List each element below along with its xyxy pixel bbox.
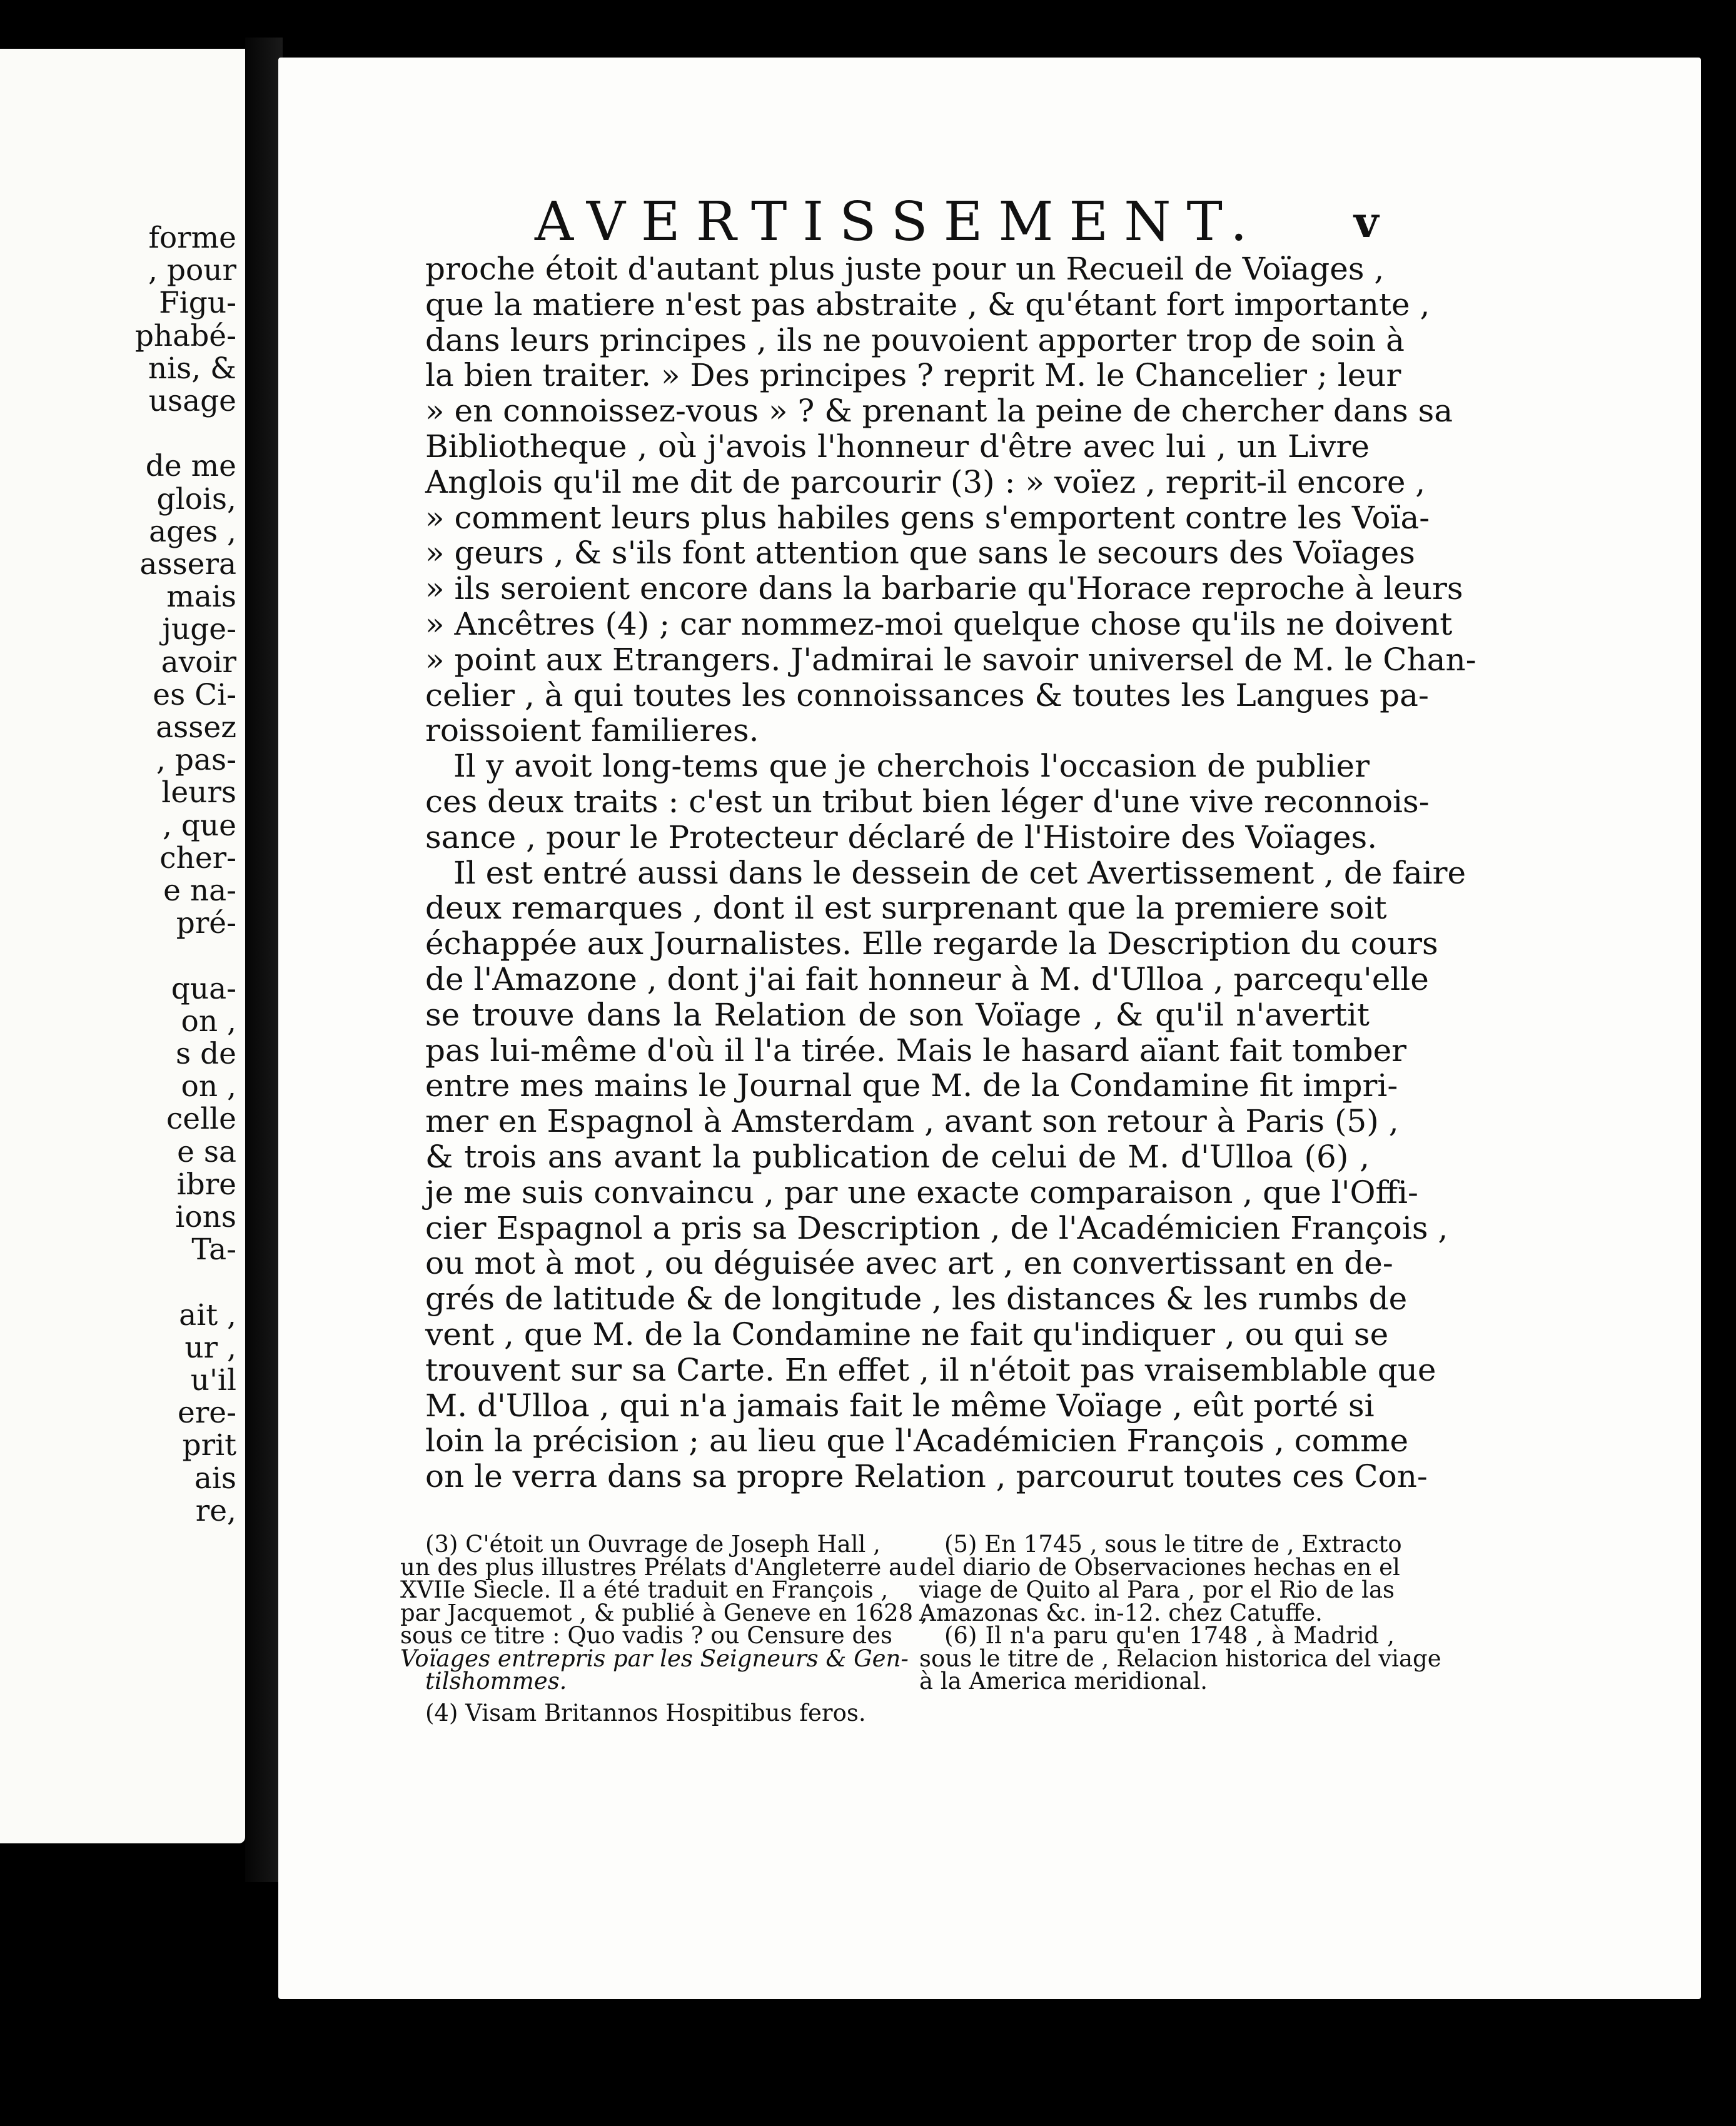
previous-page-fragment-line: ere- <box>178 1396 236 1431</box>
footnote-line: Voïages entrepris par les Seigneurs & Gen- <box>400 1645 909 1672</box>
previous-page-fragment-line: ages , <box>149 514 236 549</box>
previous-page-fragment-line: avoir <box>161 645 236 680</box>
text-line: loin la précision ; au lieu que l'Académicien François , comme <box>425 1423 1409 1459</box>
previous-page-fragment-line: ions <box>175 1200 236 1234</box>
text-line: Bibliotheque , où j'avois l'honneur d'être avec lui , un Livre <box>425 428 1370 465</box>
previous-page-fragment-line: qua- <box>171 971 236 1006</box>
text-line: que la matiere n'est pas abstraite , & qu'étant fort importante , <box>425 286 1430 323</box>
page-number: v <box>1354 198 1379 248</box>
footnote-line: tilshommes. <box>425 1668 567 1695</box>
text-line: on le verra dans sa propre Relation , parcourut toutes ces Con- <box>425 1458 1428 1495</box>
previous-page-fragment-line: re, <box>195 1493 236 1528</box>
footnote-line: un des plus illustres Prélats d'Angleterre au <box>400 1553 917 1581</box>
page-title: AVERTISSEMENT. <box>535 191 1263 253</box>
previous-page-fragment-line: celle <box>166 1102 236 1137</box>
text-line: deux remarques , dont il est surprenant que la premiere soit <box>425 890 1387 927</box>
previous-page-fragment-line: glois, <box>156 481 236 516</box>
text-line: grés de latitude & de longitude , les distances & les rumbs de <box>425 1281 1408 1317</box>
text-line: se trouve dans la Relation de son Voïage , & qu'il n'avertit <box>425 996 1370 1033</box>
text-line: Il y avoit long-tems que je cherchois l'occasion de publier <box>453 748 1370 785</box>
footnote-line: (4) Visam Britannos Hospitibus feros. <box>425 1699 866 1726</box>
previous-page-fragment-line: juge- <box>162 612 236 647</box>
text-line: entre mes mains le Journal que M. de la Condamine fit impri- <box>425 1067 1398 1104</box>
text-line: celier , à qui toutes les connoissances & toutes les Langues pa- <box>425 677 1429 713</box>
previous-page-fragment-line: ur , <box>184 1330 236 1365</box>
previous-page-fragment-line: , que <box>162 808 236 843</box>
text-line: » comment leurs plus habiles gens s'emportent contre les Voïa- <box>425 499 1430 536</box>
footnote-line: XVIIe Siecle. Il a été traduit en François , <box>400 1576 889 1603</box>
text-line: pas lui-même d'où il l'a tirée. Mais le hasard aïant fait tomber <box>425 1032 1407 1069</box>
text-line: M. d'Ulloa , qui n'a jamais fait le même Voïage , eût porté si <box>425 1387 1375 1424</box>
previous-page-fragment <box>0 49 245 1843</box>
footnote-line: (6) Il n'a paru qu'en 1748 , à Madrid , <box>944 1622 1395 1649</box>
text-line: » Ancêtres (4) ; car nommez-moi quelque chose qu'ils ne doivent <box>425 605 1453 642</box>
footnote-line: à la America meridional. <box>919 1668 1208 1695</box>
text-line: dans leurs principes , ils ne pouvoient apporter trop de soin à <box>425 321 1405 358</box>
footnotes-right-column <box>919 1531 1441 1695</box>
text-line: de l'Amazone , dont j'ai fait honneur à M. d'Ulloa , parcequ'elle <box>425 960 1429 997</box>
text-line: ou mot à mot , ou déguisée avec art , en convertissant en de- <box>425 1245 1393 1282</box>
previous-page-fragment-line: usage <box>148 384 236 418</box>
previous-page-fragment-line: phabé- <box>134 318 236 353</box>
previous-page-fragment-line: pré- <box>176 906 236 941</box>
text-line: » en connoissez-vous » ? & prenant la peine de chercher dans sa <box>425 393 1453 430</box>
previous-page-fragment-line: on , <box>181 1004 236 1039</box>
text-line: » ils seroient encore dans la barbarie qu'Horace reproche à leurs <box>425 570 1463 607</box>
previous-page-fragment-line: e na- <box>163 874 236 908</box>
previous-page-fragment-line: , pas- <box>156 743 236 778</box>
text-line: proche étoit d'autant plus juste pour un Recueil de Voïages , <box>425 251 1385 287</box>
footnotes-left-column <box>400 1531 928 1726</box>
text-line: échappée aux Journalistes. Elle regarde la Description du cours <box>425 925 1438 962</box>
footnote-line: del diario de Observaciones hechas en el <box>919 1553 1400 1581</box>
footnote-line: Amazonas &c. in-12. chez Catuffe. <box>919 1599 1323 1626</box>
previous-page-fragment-line: cher- <box>159 840 236 875</box>
text-line: » geurs , & s'ils font attention que sans le secours des Voïages <box>425 535 1415 572</box>
body-text <box>425 251 1476 1495</box>
previous-page-fragment-line: Figu- <box>159 286 236 321</box>
text-line: roissoient familieres. <box>425 712 759 749</box>
previous-page-fragment-line: es Ci- <box>153 677 236 712</box>
previous-page-fragment-line: assez <box>156 710 236 745</box>
previous-page-fragment-line: e sa <box>177 1134 236 1169</box>
book-gutter <box>245 38 283 1882</box>
book-page <box>278 58 1701 1999</box>
footnote-line: (5) En 1745 , sous le titre de , Extracto <box>944 1531 1402 1558</box>
previous-page-fragment-line: de me <box>145 449 236 484</box>
text-line: » point aux Etrangers. J'admirai le savoir universel de M. le Chan- <box>425 641 1476 678</box>
text-line: & trois ans avant la publication de celui de M. d'Ulloa (6) , <box>425 1138 1370 1175</box>
previous-page-fragment-line: s de <box>176 1037 236 1071</box>
previous-page-fragment-line: mais <box>166 580 236 615</box>
previous-page-fragment-line: on , <box>181 1069 236 1104</box>
previous-page-fragment-line: ais <box>194 1461 236 1496</box>
previous-page-fragment-line: ibre <box>176 1167 236 1202</box>
previous-page-fragment-line: , pour <box>148 253 236 288</box>
text-line: vent , que M. de la Condamine ne fait qu'indiquer , ou qui se <box>425 1316 1389 1353</box>
text-line: mer en Espagnol à Amsterdam , avant son retour à Paris (5) , <box>425 1103 1399 1140</box>
text-line: la bien traiter. » Des principes ? reprit M. le Chancelier ; leur <box>425 357 1401 394</box>
text-line: je me suis convaincu , par une exacte comparaison , que l'Offi- <box>425 1174 1418 1211</box>
footnote-line: viage de Quito al Para , por el Rio de las <box>919 1576 1395 1603</box>
previous-page-fragment-line: ait , <box>179 1297 236 1333</box>
text-line: cier Espagnol a pris sa Description , de l'Académicien François , <box>425 1209 1448 1246</box>
previous-page-fragment-line: forme <box>148 221 236 255</box>
footnote-line: (3) C'étoit un Ouvrage de Joseph Hall , <box>425 1531 881 1558</box>
previous-page-fragment-line: prit <box>182 1428 236 1463</box>
previous-page-fragment-line: u'il <box>190 1363 236 1398</box>
text-line: trouvent sur sa Carte. En effet , il n'étoit pas vraisemblable que <box>425 1351 1436 1388</box>
running-header <box>278 191 1701 253</box>
text-line: ces deux traits : c'est un tribut bien léger d'une vive reconnois- <box>425 783 1430 820</box>
footnote-line: sous ce titre : Quo vadis ? ou Censure des <box>400 1622 893 1649</box>
text-line: Anglois qu'il me dit de parcourir (3) : » voïez , reprit-il encore , <box>425 463 1426 500</box>
footnote-line: sous le titre de , Relacion historica del viage <box>919 1645 1441 1672</box>
footnote-line: par Jacquemot , & publié à Geneve en 1628 , <box>400 1599 928 1626</box>
previous-page-fragment-line: leurs <box>161 775 236 810</box>
previous-page-fragment-line: assera <box>139 547 236 582</box>
previous-page-fragment-line: nis, & <box>148 351 236 386</box>
text-line: Il est entré aussi dans le dessein de cet Avertissement , de faire <box>453 854 1466 891</box>
previous-page-fragment-line: Ta- <box>191 1232 236 1267</box>
text-line: sance , pour le Protecteur déclaré de l'Histoire des Voïages. <box>425 819 1378 855</box>
